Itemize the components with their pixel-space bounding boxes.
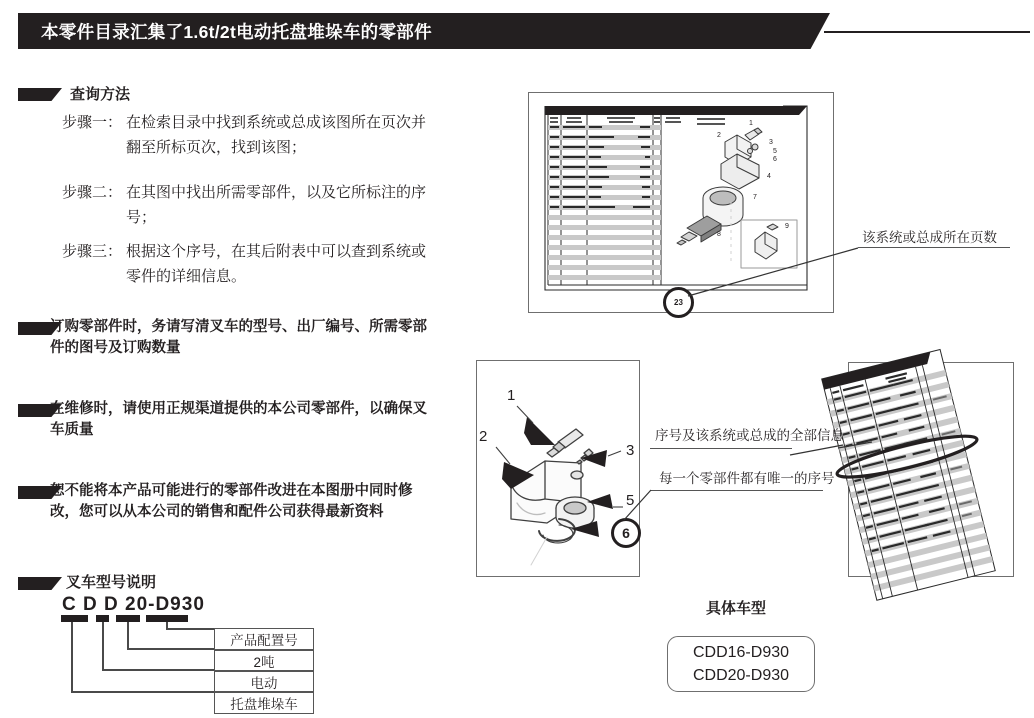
- step-text-3: 根据这个序号，在其后附表中可以查到系统或零件的详细信息。: [126, 244, 427, 285]
- model-legend-box-2: 2吨: [214, 650, 314, 671]
- spec-models-box: [667, 636, 815, 692]
- model-legend-box-4: 托盘堆垛车: [214, 692, 314, 714]
- exploded-number-2: 2: [479, 428, 488, 445]
- callout-info: 序号及该系统或总成的全部信息: [655, 428, 844, 443]
- exploded-number-5: 5: [626, 492, 635, 509]
- step-text-1: 在检索目录中找到系统或总成该图所在页次并翻至所标页次，找到该图；: [126, 115, 427, 156]
- model-code-text: C D D 20-D930: [62, 594, 205, 615]
- svg-text:3: 3: [769, 139, 773, 146]
- page-title: 本零件目录汇集了1.6t/2t电动托盘堆垛车的零部件: [41, 21, 432, 42]
- svg-text:2: 2: [717, 132, 721, 139]
- svg-text:7: 7: [753, 194, 757, 201]
- exploded-number-1: 1: [507, 387, 516, 404]
- notice-text-2: 在维修时，请使用正规渠道提供的本公司零部件，以确保叉车质量: [50, 401, 427, 438]
- exploded-number-3: 3: [626, 442, 635, 459]
- svg-text:5: 5: [773, 148, 777, 155]
- page-number-circle-marker: 23: [663, 287, 694, 318]
- callout-page-number: 该系统或总成所在页数: [862, 230, 997, 245]
- step-text-2: 在其图中找出所需零部件，以及它所标注的序号；: [126, 185, 427, 226]
- svg-text:6: 6: [773, 156, 777, 163]
- notice-text-1: 订购零部件时，务请写清叉车的型号、出厂编号、所需零部件的图号及订购数量: [50, 319, 427, 356]
- svg-text:8: 8: [717, 231, 721, 238]
- spec-model-2: CDD20-D930: [692, 667, 790, 684]
- step-label-3: 步骤三：: [62, 244, 123, 260]
- section-heading-model: 叉车型号说明: [66, 574, 157, 591]
- spec-model-1: CDD16-D930: [692, 644, 790, 661]
- notice-text-3: 恕不能将本产品可能进行的零部件改进在本图册中同时修改，您可以从本公司的销售和配件公司获得最新资料: [50, 483, 413, 520]
- exploded-circled-number-6: 6: [611, 518, 641, 548]
- model-legend-box-1: 产品配置号: [214, 628, 314, 650]
- svg-text:1: 1: [749, 120, 753, 127]
- callout-unique-number: 每一个零部件都有唯一的序号: [659, 471, 835, 486]
- section-heading-query: 查询方法: [70, 86, 131, 103]
- spec-models-title: 具体车型: [706, 600, 767, 617]
- svg-text:4: 4: [767, 173, 771, 180]
- step-label-2: 步骤二：: [62, 185, 123, 201]
- model-legend-box-3: 电动: [214, 671, 314, 692]
- step-label-1: 步骤一：: [62, 115, 123, 131]
- svg-text:9: 9: [785, 223, 789, 230]
